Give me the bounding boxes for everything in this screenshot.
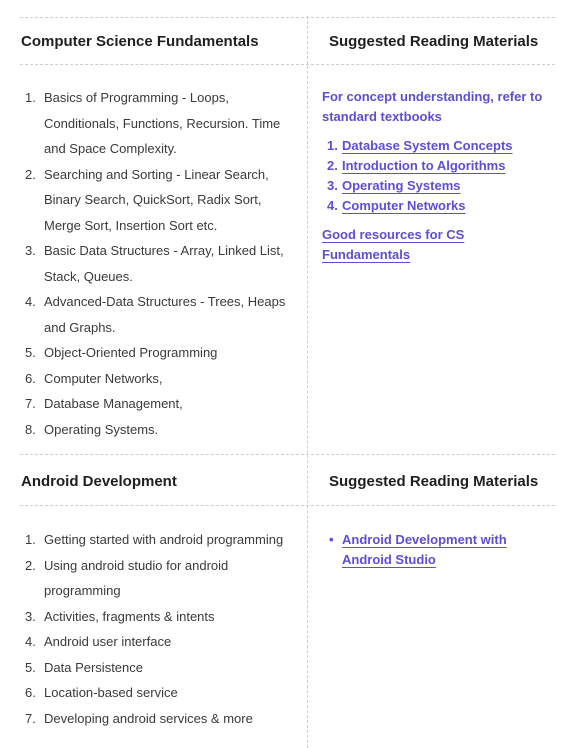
curriculum-table: [0, 16, 555, 748]
list-item: 3. Activities, fragments & intents: [25, 608, 215, 624]
row-divider: [20, 454, 555, 455]
list-item: 1. Getting started with android programming: [25, 532, 284, 547]
list-item: 6. Computer Networks,: [25, 370, 163, 386]
cs-book-list: [327, 136, 513, 216]
list-item: 7. Developing android services & more: [25, 710, 253, 726]
android-reading-header: Suggested Reading Materials: [329, 473, 539, 490]
row-divider: [20, 64, 555, 65]
book-link-android-development-with-android-studio[interactable]: Android Development with Android Studio: [342, 532, 507, 567]
list-item: 4. Computer Networks: [327, 198, 466, 213]
list-item: 4. Android user interface: [25, 634, 172, 649]
book-link-database-system-concepts[interactable]: Database System Concepts: [342, 138, 513, 153]
reading-intro: For concept understanding, refer to standard textbooks: [322, 89, 543, 124]
android-development-header: Android Development: [21, 473, 177, 490]
list-item: 5. Data Persistence: [25, 659, 143, 675]
list-item: 1. Database System Concepts: [327, 138, 513, 153]
list-item: 2. Using android studio for android programming: [25, 557, 229, 598]
row-divider: [20, 505, 555, 506]
cs-fundamentals-header: Computer Science Fundamentals: [21, 33, 259, 50]
cs-reading-header: Suggested Reading Materials: [329, 33, 539, 50]
resources-link-wrapper: [322, 225, 555, 265]
list-item: 2. Searching and Sorting - Linear Search, Binary Search, QuickSort, Radix Sort, Merge Sort, Insertion Sort etc.: [25, 166, 269, 233]
list-item: 1. Basics of Programming - Loops, Conditionals, Functions, Recursion. Time and Space Complexity.: [25, 90, 281, 156]
list-item: 7. Database Management,: [25, 396, 183, 411]
cs-resources-link[interactable]: Good resources for CS Fundamentals: [322, 227, 465, 262]
android-topic-list: [25, 527, 297, 731]
list-item: 4. Advanced-Data Structures - Trees, Heaps and Graphs.: [25, 294, 286, 335]
bullet-icon: •: [329, 532, 334, 547]
list-item: 3. Basic Data Structures - Array, Linked List, Stack, Queues.: [25, 243, 284, 284]
list-item: 8. Operating Systems.: [25, 421, 159, 437]
book-link-operating-systems[interactable]: Operating Systems: [342, 178, 461, 193]
list-item: 6. Location-based service: [25, 685, 178, 700]
android-book-list: [329, 530, 529, 570]
list-item: 2. Introduction to Algorithms: [327, 158, 506, 173]
list-item: 5. Object-Oriented Programming: [25, 345, 218, 360]
list-item: [329, 530, 529, 570]
book-link-introduction-to-algorithms[interactable]: Introduction to Algorithms: [342, 158, 506, 173]
cs-topic-list: [25, 85, 297, 442]
column-divider: [307, 16, 308, 748]
row-divider: [20, 17, 555, 18]
list-item: 3. Operating Systems: [327, 178, 461, 193]
book-link-computer-networks[interactable]: Computer Networks: [342, 198, 466, 213]
